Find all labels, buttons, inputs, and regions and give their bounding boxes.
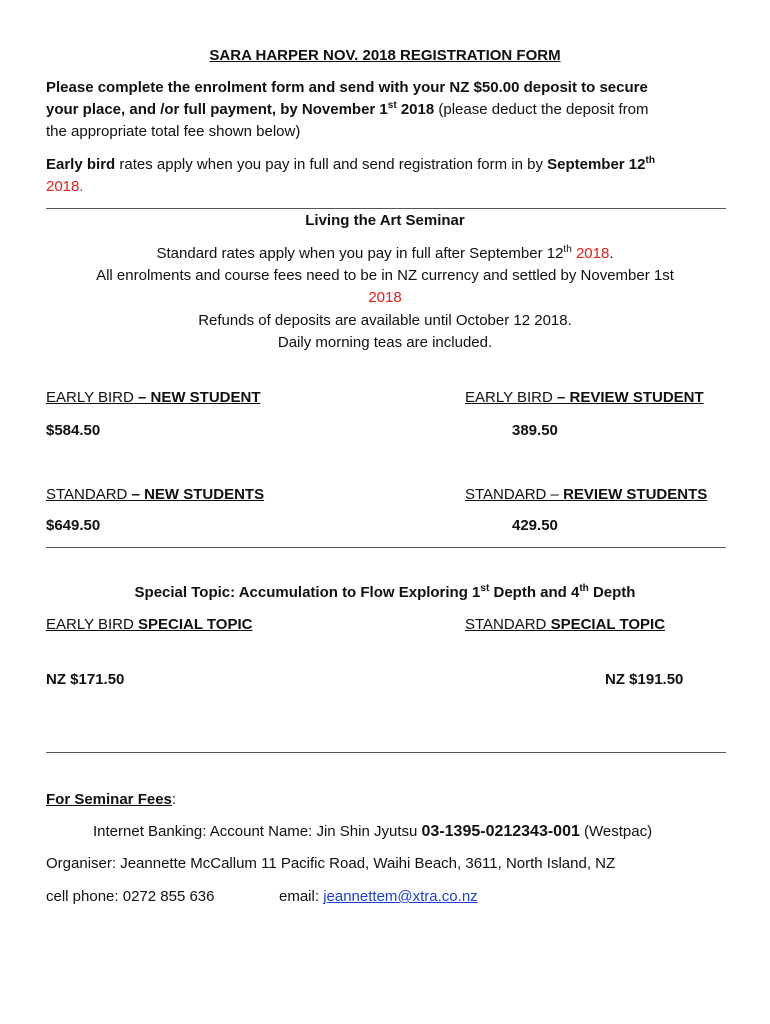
early-bird-new-prefix: EARLY BIRD [46,389,134,406]
special-title-b: Depth and 4 [489,584,580,601]
divider-1 [46,208,726,209]
early-bird-year: 2018. [46,178,84,195]
seminar-line-1-sup: th [563,244,572,255]
divider-2 [46,547,726,548]
special-standard-suffix: SPECIAL TOPIC [546,616,666,633]
special-title-c: Depth [588,584,636,601]
seminar-line-1-year: 2018 [575,245,610,262]
seminar-fees-heading-text: For Seminar Fees [46,791,172,808]
early-bird-note [46,155,655,175]
standard-review-suffix: REVIEW STUDENTS [558,486,708,503]
divider-3 [46,752,726,753]
seminar-line-1 [0,244,770,264]
early-bird-new-label [46,388,261,408]
early-bird-new-suffix: – NEW STUDENT [133,389,261,406]
special-standard-price: NZ $191.50 [605,671,684,688]
special-early-label [46,615,252,635]
special-early-price: NZ $171.50 [46,671,125,688]
early-bird-new-price: $584.50 [46,422,101,439]
seminar-line-5: Daily morning teas are included. [277,334,493,351]
seminar-line-2: All enrolments and course fees need to be in NZ currency and settled by November 1st [96,267,674,284]
email-label: email: [279,888,324,905]
email-link[interactable]: jeannettem@xtra.co.nz [323,888,478,905]
early-bird-review-suffix: – REVIEW STUDENT [552,389,704,406]
intro-line-1: Please complete the enrolment form and send with your NZ $50.00 deposit to secure [46,79,648,96]
early-bird-review-label [465,388,704,408]
internet-banking-line [93,822,652,842]
seminar-title: Living the Art Seminar [305,212,465,229]
standard-review-price: 429.50 [512,517,558,534]
organiser-line: Organiser: Jeannette McCallum 11 Pacific Road, Waihi Beach, 3611, North Island, NZ [46,855,616,872]
standard-new-suffix: – NEW STUDENTS [127,486,265,503]
special-early-prefix: EARLY BIRD [46,616,134,633]
bank-name: (Westpac) [579,823,653,840]
standard-new-label [46,485,264,505]
special-early-suffix: SPECIAL TOPIC [133,616,253,633]
email-line [279,887,478,907]
intro-line-2-year: 2018 [396,101,435,118]
early-bird-date-sup: th [645,155,655,166]
early-bird-date: September 12 [547,156,646,173]
special-standard-label [465,615,665,635]
special-topic-title [0,583,770,603]
standard-new-prefix: STANDARD [46,486,128,503]
seminar-fees-heading-colon: : [171,791,177,808]
seminar-line-3: 2018 [368,289,402,306]
standard-review-label [465,485,707,505]
early-bird-text: rates apply when you pay in full and send registration form in by [115,156,548,173]
intro-line-2-normal: (please deduct the deposit from [434,101,649,118]
seminar-line-1-text: Standard rates apply when you pay in full after September 12 [156,245,564,262]
intro-line-2-sup: st [387,100,397,111]
seminar-line-1-end: . [609,245,614,262]
standard-new-price: $649.50 [46,517,101,534]
special-standard-prefix: STANDARD [465,616,547,633]
cell-phone: cell phone: 0272 855 636 [46,888,215,905]
form-title: SARA HARPER NOV. 2018 REGISTRATION FORM [209,47,561,64]
standard-review-prefix: STANDARD – [465,486,559,503]
intro-line-2-bold: your place, and /or full payment, by November 1 [46,101,388,118]
early-bird-review-price: 389.50 [512,422,558,439]
seminar-line-4: Refunds of deposits are available until October 12 2018. [198,312,572,329]
early-bird-label: Early bird [46,156,116,173]
intro-line-3: the appropriate total fee shown below) [46,123,301,140]
seminar-fees-heading [46,790,176,810]
intro-line-2 [46,100,649,120]
special-title-sup-2: th [579,583,589,594]
special-title-sup-1: st [480,583,490,594]
account-number: 03-1395-0212343-001 [421,823,580,840]
banking-text: Internet Banking: Account Name: Jin Shin Jyutsu [93,823,422,840]
special-title-a: Special Topic: Accumulation to Flow Exploring 1 [134,584,481,601]
early-bird-review-prefix: EARLY BIRD [465,389,553,406]
